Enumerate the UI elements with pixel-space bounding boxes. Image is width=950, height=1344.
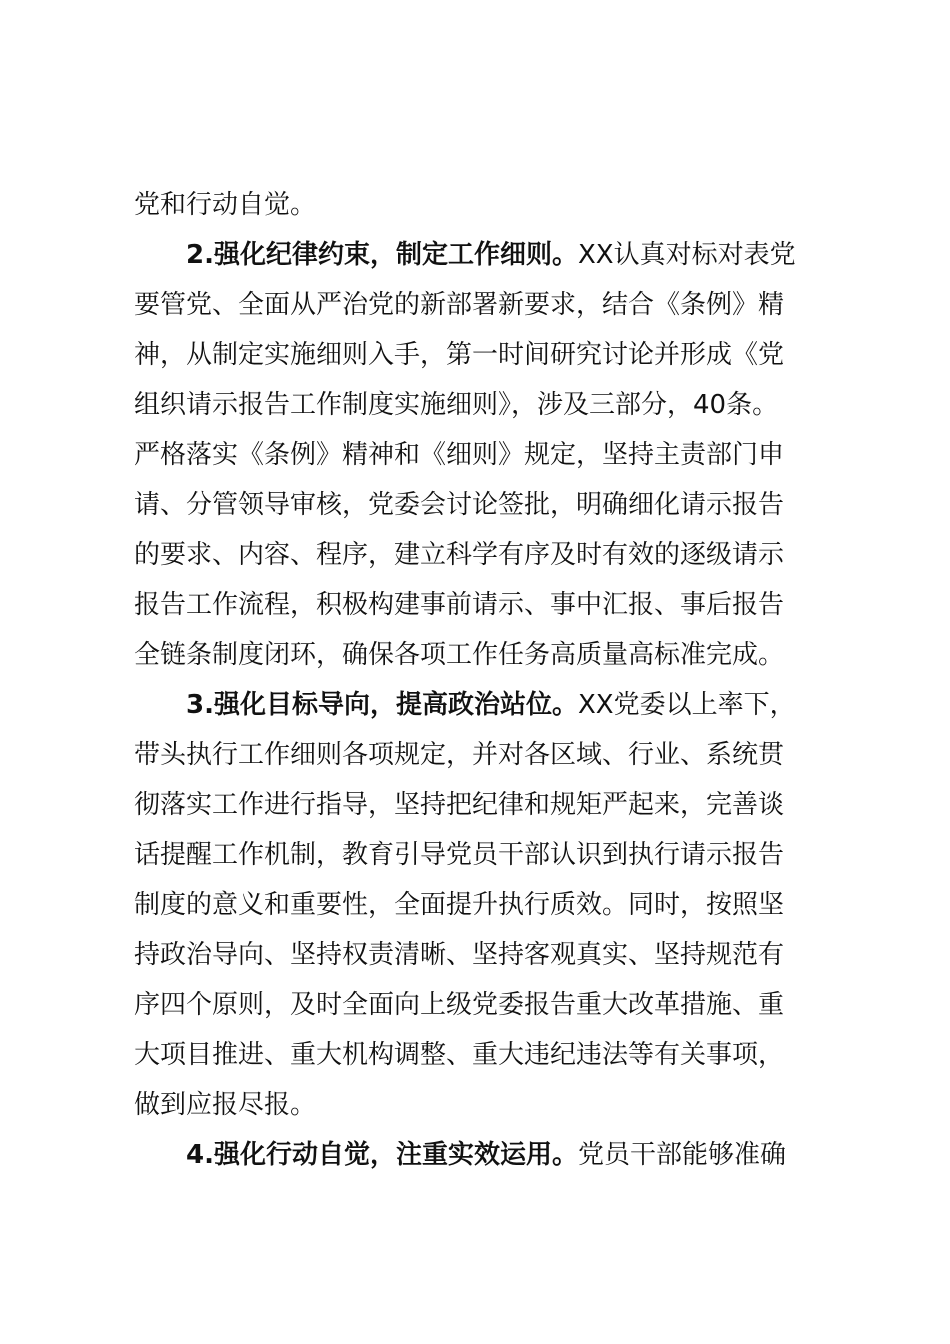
paragraph-line xyxy=(134,740,834,770)
line-text: 党员干部能够准确 xyxy=(577,1140,786,1170)
line-text: 话提醒工作机制，教育引导党员干部认识到执行请示报告 xyxy=(134,840,785,870)
line-text: 请、分管领导审核，党委会讨论签批，明确细化请示报告 xyxy=(134,490,785,520)
line-text: 党和行动自觉。 xyxy=(134,190,317,220)
line-text: 带头执行工作细则各项规定，并对各区域、行业、系统贯 xyxy=(134,740,785,770)
paragraph-line xyxy=(134,340,834,370)
section-heading: 2.强化纪律约束，制定工作细则。 xyxy=(186,240,578,270)
line-text: XX党委以上率下， xyxy=(577,690,796,720)
paragraph-line xyxy=(134,390,834,420)
line-text: 持政治导向、坚持权责清晰、坚持客观真实、坚持规范有 xyxy=(134,940,785,970)
paragraph-line xyxy=(134,890,834,920)
paragraph-line xyxy=(134,1040,834,1070)
paragraph-line xyxy=(134,540,834,570)
paragraph-line xyxy=(186,1140,836,1170)
line-text: 大项目推进、重大机构调整、重大违纪违法等有关事项， xyxy=(134,1040,785,1070)
line-text: 序四个原则，及时全面向上级党委报告重大改革措施、重 xyxy=(134,990,785,1020)
paragraph-line xyxy=(134,440,834,470)
paragraph-line xyxy=(134,640,834,670)
paragraph-line xyxy=(134,190,814,220)
line-text: 神，从制定实施细则入手，第一时间研究讨论并形成《党 xyxy=(134,340,785,370)
line-text: 组织请示报告工作制度实施细则》，涉及三部分，40条。 xyxy=(134,390,779,420)
line-text: 全链条制度闭环，确保各项工作任务高质量高标准完成。 xyxy=(134,640,785,670)
paragraph-line xyxy=(134,1090,834,1120)
paragraph-line xyxy=(134,840,834,870)
paragraph-line xyxy=(186,690,836,720)
paragraph-line xyxy=(134,940,834,970)
line-text: 报告工作流程，积极构建事前请示、事中汇报、事后报告 xyxy=(134,590,785,620)
line-text: XX认真对标对表党 xyxy=(577,240,796,270)
paragraph-line xyxy=(134,590,834,620)
line-text: 的要求、内容、程序，建立科学有序及时有效的逐级请示 xyxy=(134,540,785,570)
line-text: 制度的意义和重要性，全面提升执行质效。同时，按照坚 xyxy=(134,890,785,920)
section-heading: 4.强化行动自觉，注重实效运用。 xyxy=(186,1140,578,1170)
paragraph-line xyxy=(186,240,836,270)
paragraph-line xyxy=(134,990,834,1020)
paragraph-line xyxy=(134,290,834,320)
line-text: 要管党、全面从严治党的新部署新要求，结合《条例》精 xyxy=(134,290,785,320)
line-text: 彻落实工作进行指导，坚持把纪律和规矩严起来，完善谈 xyxy=(134,790,785,820)
line-text: 做到应报尽报。 xyxy=(134,1090,317,1120)
paragraph-line xyxy=(134,490,834,520)
paragraph-line xyxy=(134,790,834,820)
section-heading: 3.强化目标导向，提高政治站位。 xyxy=(186,690,578,720)
line-text: 严格落实《条例》精神和《细则》规定，坚持主责部门申 xyxy=(134,440,785,470)
